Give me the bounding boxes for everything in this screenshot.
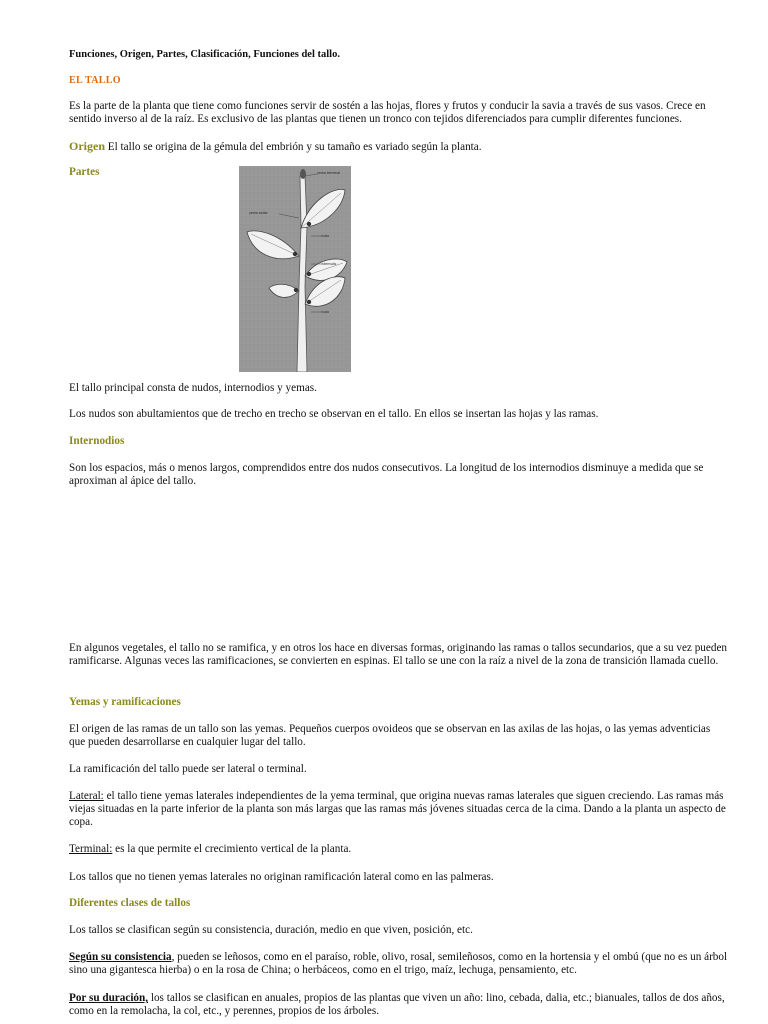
stem-diagram-image bbox=[239, 166, 351, 372]
clases-paragraph: Los tallos se clasifican según su consistencia, duración, medio en que viven, posición, etc. bbox=[69, 924, 473, 936]
duracion-text: los tallos se clasifican en anuales, propios de las plantas que viven un año: lino, cebada, dalia, etc.; bianuales, tallos de dos años, como en la remolacha, la col, etc., y perennes, propios de los árboles. bbox=[69, 992, 725, 1017]
internodios-heading: Internodios bbox=[69, 435, 125, 447]
lateral-label: Lateral: bbox=[69, 790, 104, 802]
internodios-paragraph: Son los espacios, más o menos largos, comprendidos entre dos nudos consecutivos. La longitud de los internodios disminuye a medida que se aproximan al ápice del tallo. bbox=[69, 462, 704, 487]
intro-paragraph: Es la parte de la planta que tiene como funciones servir de sostén a las hojas, flores y frutos y conducir la savia a través de sus vasos. Crece en sentido inverso al de la raíz. Es exclusivo de las plantas que tienen un tronco con tejidos diferenciados para cumplir diferentes funciones. bbox=[69, 100, 706, 125]
figure-label-yema-terminal: yema terminal bbox=[317, 171, 341, 175]
duracion-paragraph bbox=[69, 992, 729, 1018]
terminal-label: Terminal: bbox=[69, 843, 113, 855]
stem-illustration bbox=[239, 166, 351, 372]
consistencia-label: Según su consistencia bbox=[69, 951, 172, 963]
figure-label-internudo: internudo bbox=[321, 262, 337, 266]
section-title: EL TALLO bbox=[69, 75, 121, 86]
ramificacion-paragraph: La ramificación del tallo puede ser lateral o terminal. bbox=[69, 763, 307, 775]
ramifica-paragraph: En algunos vegetales, el tallo no se ramifica, y en otros los hace en diversas formas, originando las ramas o tallos secundarios, que a su vez pueden ramificarse. Algunas veces las ramificaciones, se convierten en espinas. El tallo se une con la raíz a nivel de la zona de transición llamada cuello. bbox=[69, 642, 727, 667]
yemas-paragraph: El origen de las ramas de un tallo son las yemas. Pequeños cuerpos ovoideos que se observan en las axilas de las hojas, o las yemas adventicias que pueden desarrollarse en cualquier lugar del tallo. bbox=[69, 723, 711, 748]
nudos-paragraph: Los nudos son abultamientos que de trecho en trecho se observan en el tallo. En ellos se insertan las hojas y las ramas. bbox=[69, 408, 599, 420]
lateral-text: el tallo tiene yemas laterales independientes de la yema terminal, que origina nuevas ramas laterales que siguen creciendo. Las ramas más viejas situadas en la parte inferior de la planta son más largas que las ramas más jóvenes situadas cerca de la cima. Dando a la planta un aspecto de copa. bbox=[69, 790, 726, 828]
lateral-paragraph bbox=[69, 790, 729, 829]
partes-heading: Partes bbox=[69, 166, 100, 178]
origen-text: El tallo se origina de la gémula del embrión y su tamaño es variado según la planta. bbox=[105, 141, 482, 153]
consistencia-paragraph bbox=[69, 951, 729, 977]
duracion-label: Por su duración, bbox=[69, 992, 149, 1004]
terminal-text: es la que permite el crecimiento vertical de la planta. bbox=[112, 843, 352, 855]
origen-paragraph bbox=[69, 140, 729, 154]
figure-label-nudo: nudo bbox=[321, 234, 330, 238]
sin-yemas-paragraph: Los tallos que no tienen yemas laterales no originan ramificación lateral como en las palmeras. bbox=[69, 871, 494, 883]
page-title: Funciones, Origen, Partes, Clasificación, Funciones del tallo. bbox=[69, 49, 340, 60]
consistencia-text: , pueden se leñosos, como en el paraíso, roble, olivo, rosal, semileñosos, como en la hortensia y el ombú (que no es un árbol sino una gigantesca hierba) o en la rosa de China; o herbáceos, como en el trigo, maíz, lechuga, pensamiento, etc. bbox=[69, 951, 728, 976]
clases-heading: Diferentes clases de tallos bbox=[69, 897, 191, 909]
tallo-principal-paragraph: El tallo principal consta de nudos, internodios y yemas. bbox=[69, 382, 317, 394]
terminal-paragraph bbox=[69, 843, 729, 856]
origen-label: Origen bbox=[69, 139, 105, 153]
figure-label-yema-axilar: yema axilar bbox=[249, 211, 268, 215]
figure-label-nudo-2: nudo bbox=[321, 310, 330, 314]
yemas-heading: Yemas y ramificaciones bbox=[69, 696, 181, 708]
